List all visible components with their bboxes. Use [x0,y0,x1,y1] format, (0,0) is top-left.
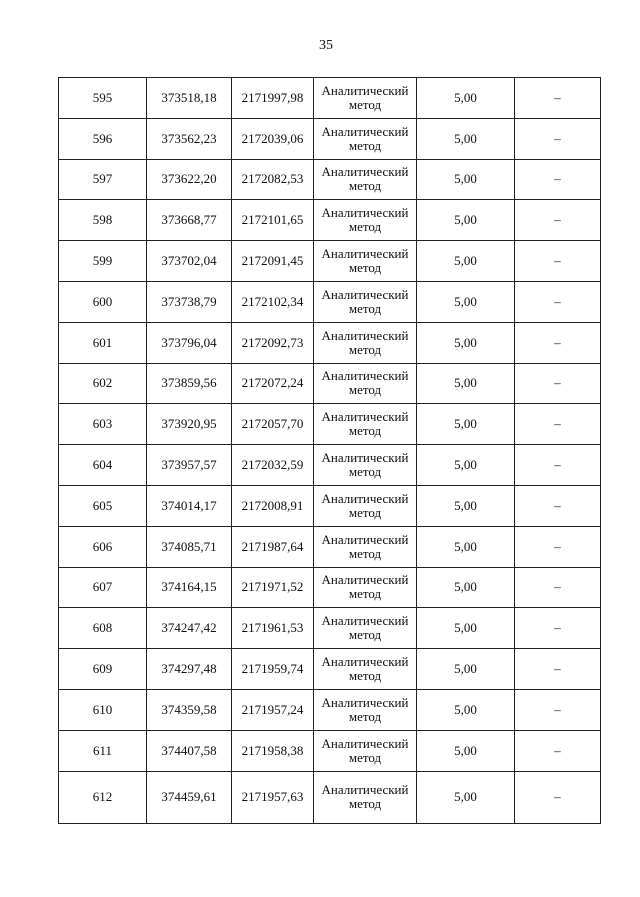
method-line-2: метод [348,300,382,316]
table-row [59,118,601,159]
accuracy-cell: 5,00 [417,526,515,567]
method-cell [314,78,417,119]
x-coordinate-cell: 373668,77 [147,200,232,241]
point-number-cell: 611 [59,730,147,771]
accuracy-cell: 5,00 [417,404,515,445]
y-coordinate-cell: 2171957,24 [232,689,314,730]
point-number-cell: 607 [59,567,147,608]
x-coordinate-cell: 373518,18 [147,78,232,119]
note-cell: – [515,363,601,404]
page-number: 35 [319,38,333,53]
method-line-2: метод [348,96,382,112]
method-line-2: метод [348,341,382,357]
y-coordinate-cell: 2172072,24 [232,363,314,404]
x-coordinate-cell: 374359,58 [147,689,232,730]
note-cell: – [515,281,601,322]
table-row [59,200,601,241]
method-line-2: метод [348,504,382,520]
point-number-cell: 598 [59,200,147,241]
method-line-1: Аналитический [321,735,409,751]
table-row [59,608,601,649]
note-cell: – [515,730,601,771]
method-line-1: Аналитический [321,531,409,547]
method-cell [314,200,417,241]
table-row [59,730,601,771]
point-number-cell: 606 [59,526,147,567]
point-number-cell: 601 [59,322,147,363]
table-row [59,485,601,526]
method-line-2: метод [348,464,382,480]
note-cell: – [515,689,601,730]
point-number-cell: 600 [59,281,147,322]
method-cell [314,567,417,608]
note-cell: – [515,526,601,567]
x-coordinate-cell: 373738,79 [147,281,232,322]
x-coordinate-cell: 374407,58 [147,730,232,771]
method-line-2: метод [348,627,382,643]
y-coordinate-cell: 2172057,70 [232,404,314,445]
y-coordinate-cell: 2172091,45 [232,241,314,282]
accuracy-cell: 5,00 [417,649,515,690]
method-line-2: метод [348,260,382,276]
table-row [59,363,601,404]
y-coordinate-cell: 2172102,34 [232,281,314,322]
point-number-cell: 595 [59,78,147,119]
method-line-1: Аналитический [321,694,409,710]
accuracy-cell: 5,00 [417,771,515,823]
method-line-2: метод [348,382,382,398]
method-line-1: Аналитический [321,123,409,139]
y-coordinate-cell: 2172082,53 [232,159,314,200]
table-row [59,526,601,567]
table-row [59,445,601,486]
x-coordinate-cell: 373920,95 [147,404,232,445]
method-line-1: Аналитический [321,286,409,302]
x-coordinate-cell: 373562,23 [147,118,232,159]
table-row [59,241,601,282]
method-line-2: метод [348,796,382,812]
point-number-cell: 610 [59,689,147,730]
accuracy-cell: 5,00 [417,241,515,282]
method-line-1: Аналитический [321,82,409,98]
note-cell: – [515,200,601,241]
method-line-1: Аналитический [321,613,409,629]
method-cell [314,241,417,282]
method-line-1: Аналитический [321,782,409,798]
accuracy-cell: 5,00 [417,445,515,486]
y-coordinate-cell: 2171961,53 [232,608,314,649]
point-number-cell: 608 [59,608,147,649]
method-cell [314,485,417,526]
coordinates-table [58,77,601,824]
y-coordinate-cell: 2172039,06 [232,118,314,159]
method-line-1: Аналитический [321,327,409,343]
point-number-cell: 596 [59,118,147,159]
accuracy-cell: 5,00 [417,200,515,241]
note-cell: – [515,771,601,823]
note-cell: – [515,159,601,200]
point-number-cell: 599 [59,241,147,282]
note-cell: – [515,567,601,608]
method-cell [314,363,417,404]
accuracy-cell: 5,00 [417,567,515,608]
note-cell: – [515,608,601,649]
table-row [59,404,601,445]
accuracy-cell: 5,00 [417,485,515,526]
note-cell: – [515,78,601,119]
method-line-2: метод [348,423,382,439]
method-cell [314,771,417,823]
accuracy-cell: 5,00 [417,118,515,159]
x-coordinate-cell: 374085,71 [147,526,232,567]
method-line-2: метод [348,749,382,765]
y-coordinate-cell: 2171959,74 [232,649,314,690]
point-number-cell: 597 [59,159,147,200]
method-cell [314,730,417,771]
method-line-1: Аналитический [321,164,409,180]
table-row [59,159,601,200]
method-line-1: Аналитический [321,654,409,670]
method-cell [314,281,417,322]
method-line-2: метод [348,545,382,561]
note-cell: – [515,322,601,363]
point-number-cell: 603 [59,404,147,445]
point-number-cell: 604 [59,445,147,486]
y-coordinate-cell: 2172008,91 [232,485,314,526]
method-line-1: Аналитический [321,490,409,506]
table-row [59,689,601,730]
accuracy-cell: 5,00 [417,689,515,730]
accuracy-cell: 5,00 [417,608,515,649]
method-line-1: Аналитический [321,409,409,425]
x-coordinate-cell: 373957,57 [147,445,232,486]
coordinates-table-body [59,78,601,824]
method-cell [314,608,417,649]
point-number-cell: 605 [59,485,147,526]
y-coordinate-cell: 2172032,59 [232,445,314,486]
accuracy-cell: 5,00 [417,363,515,404]
method-cell [314,649,417,690]
accuracy-cell: 5,00 [417,78,515,119]
accuracy-cell: 5,00 [417,322,515,363]
method-cell [314,445,417,486]
note-cell: – [515,118,601,159]
x-coordinate-cell: 374247,42 [147,608,232,649]
y-coordinate-cell: 2172101,65 [232,200,314,241]
x-coordinate-cell: 374164,15 [147,567,232,608]
y-coordinate-cell: 2171971,52 [232,567,314,608]
x-coordinate-cell: 373859,56 [147,363,232,404]
note-cell: – [515,649,601,690]
x-coordinate-cell: 373796,04 [147,322,232,363]
table-row [59,567,601,608]
accuracy-cell: 5,00 [417,159,515,200]
table-row [59,649,601,690]
y-coordinate-cell: 2171997,98 [232,78,314,119]
accuracy-cell: 5,00 [417,281,515,322]
note-cell: – [515,404,601,445]
method-cell [314,404,417,445]
y-coordinate-cell: 2171958,38 [232,730,314,771]
x-coordinate-cell: 373622,20 [147,159,232,200]
note-cell: – [515,241,601,282]
x-coordinate-cell: 374297,48 [147,649,232,690]
note-cell: – [515,445,601,486]
x-coordinate-cell: 373702,04 [147,241,232,282]
method-cell [314,526,417,567]
method-line-1: Аналитический [321,572,409,588]
x-coordinate-cell: 374459,61 [147,771,232,823]
method-cell [314,118,417,159]
table-row [59,771,601,823]
method-line-2: метод [348,708,382,724]
method-cell [314,322,417,363]
y-coordinate-cell: 2171957,63 [232,771,314,823]
method-line-1: Аналитический [321,368,409,384]
accuracy-cell: 5,00 [417,730,515,771]
table-row [59,78,601,119]
y-coordinate-cell: 2171987,64 [232,526,314,567]
method-line-1: Аналитический [321,450,409,466]
point-number-cell: 612 [59,771,147,823]
point-number-cell: 602 [59,363,147,404]
method-line-2: метод [348,668,382,684]
table-row [59,322,601,363]
method-line-2: метод [348,586,382,602]
table-row [59,281,601,322]
x-coordinate-cell: 374014,17 [147,485,232,526]
method-cell [314,689,417,730]
method-cell [314,159,417,200]
note-cell: – [515,485,601,526]
point-number-cell: 609 [59,649,147,690]
method-line-2: метод [348,178,382,194]
y-coordinate-cell: 2172092,73 [232,322,314,363]
method-line-2: метод [348,137,382,153]
method-line-1: Аналитический [321,246,409,262]
method-line-1: Аналитический [321,205,409,221]
method-line-2: метод [348,219,382,235]
